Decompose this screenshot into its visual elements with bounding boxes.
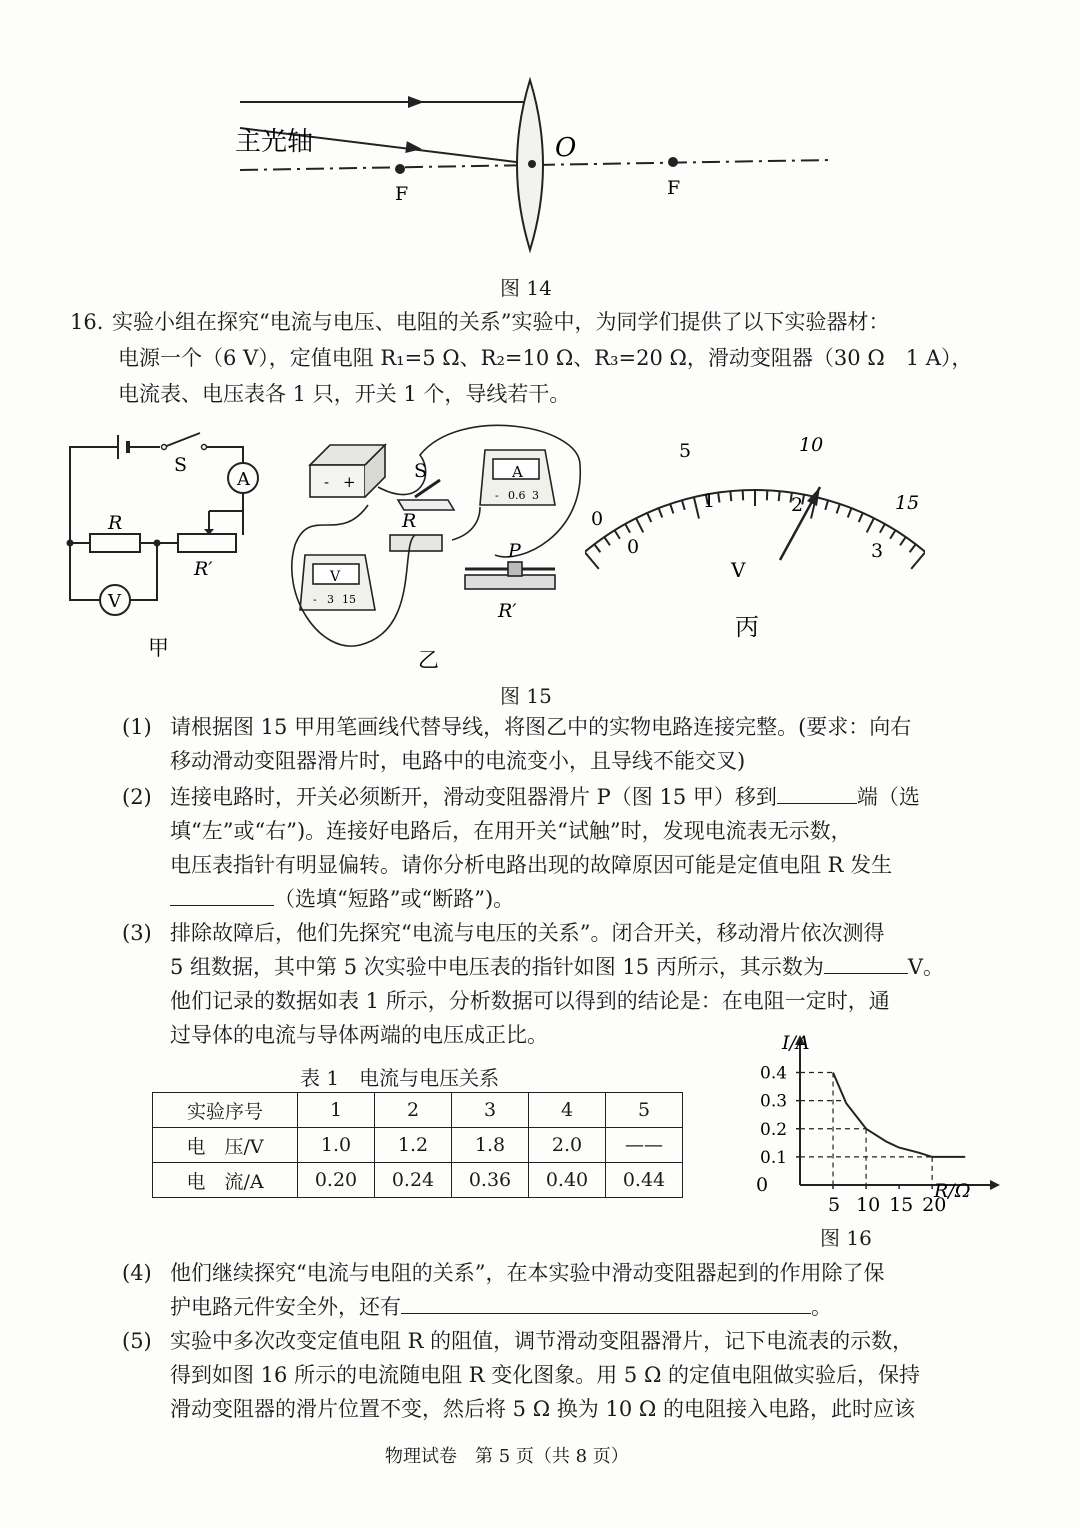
table-cell: 1.8 (452, 1128, 529, 1163)
sub2-line4 (170, 882, 514, 916)
outer-scale-0: 0 (591, 508, 604, 530)
rheostat-body (465, 575, 555, 589)
jia-switch-label: S (174, 454, 188, 476)
yi-slider-label: P (508, 540, 521, 562)
answer-blank-2b[interactable] (170, 883, 274, 906)
answer-blank-3[interactable] (824, 951, 908, 974)
jia-resistor-label: R (108, 512, 123, 534)
jia-voltmeter-label: V (108, 591, 121, 612)
dial-tick (825, 500, 828, 510)
table-cell: 1.0 (298, 1128, 375, 1163)
jia-label: 甲 (148, 636, 169, 660)
dial-tick (604, 537, 610, 545)
sub3-line4: 过导体的电流与导体两端的电压成正比。 (170, 1023, 548, 1047)
y-tick-label: 0.3 (760, 1091, 788, 1112)
q16-intro-line3: 电流表、电压表各 1 只，开关 1 个，导线若干。 (118, 382, 571, 406)
yi-switch-label: S (414, 460, 428, 482)
wire-c (452, 507, 480, 540)
table-cell: 1.2 (375, 1128, 452, 1163)
dial-tick (779, 491, 780, 501)
yi-voltmeter-t1: 3 (327, 593, 334, 606)
sub2-line1 (170, 780, 920, 814)
sub2-line4-text: （选填“短路”或“断路”)。 (274, 887, 515, 911)
dial-tick (659, 508, 663, 517)
dial-unit-label: V (731, 558, 746, 582)
dial-tick (694, 497, 699, 518)
sub4-number: (4) (122, 1261, 152, 1285)
inner-scale-0: 0 (627, 536, 640, 558)
sub2-line1b: 端（选 (856, 785, 920, 809)
outer-scale-15: 15 (895, 492, 920, 514)
table-row (153, 1128, 683, 1163)
sub1-number: (1) (122, 715, 152, 739)
inner-scale-2: 2 (791, 494, 804, 516)
sub3-line2 (170, 950, 944, 984)
figure-15-yi-physical (280, 415, 610, 675)
table-cell: 1 (298, 1093, 375, 1128)
sub3-line2b: V。 (907, 955, 944, 979)
y-axis-label: I/A (782, 1032, 810, 1054)
dial-tick (867, 518, 874, 532)
answer-blank-2a[interactable] (777, 781, 857, 804)
yi-resistor-label: R (402, 510, 417, 532)
yi-voltmeter-t0: - (313, 593, 317, 606)
jia-ammeter-label: A (237, 469, 250, 490)
sub1-line2: 移动滑动变阻器滑片时，电路中的电流变小，且导线不能交叉) (170, 749, 746, 773)
figure-16-caption: 图 16 (820, 1226, 872, 1250)
sub3-number: (3) (122, 921, 152, 945)
outer-scale-5: 5 (679, 440, 692, 462)
rheostat-slider-p (508, 562, 522, 576)
figure-15-caption: 图 15 (500, 684, 552, 708)
answer-blank-4[interactable] (401, 1291, 811, 1314)
figure-15-bing-dial (585, 425, 925, 655)
optical-center-dot (528, 160, 536, 168)
dial-tick (625, 524, 630, 533)
table-cell: 4 (529, 1093, 606, 1128)
table-cell: 5 (606, 1093, 683, 1128)
sub5-line2: 得到如图 16 所示的电流随电阻 R 变化图象。用 5 Ω 的定值电阻做实验后，保持 (170, 1363, 921, 1387)
dial-tick (615, 530, 620, 538)
focal-right-label: F (667, 177, 681, 199)
q16-number: 16. (70, 310, 104, 334)
table-cell: 0.40 (529, 1163, 606, 1198)
table-cell: 电 流/A (153, 1163, 298, 1198)
x-tick-label: 20 (922, 1194, 947, 1215)
table-cell: 电 压/V (153, 1128, 298, 1163)
focal-left-label: F (395, 183, 409, 205)
table1 (152, 1092, 683, 1198)
sub4-line1: 他们继续探究“电流与电阻的关系”，在本实验中滑动变阻器起到的作用除了保 (170, 1261, 885, 1285)
figure-14-lens-diagram (230, 70, 850, 260)
outer-scale-10: 10 (799, 434, 824, 456)
dial-tick (859, 513, 863, 522)
dial-tick (880, 524, 885, 533)
inner-scale-3: 3 (871, 540, 884, 562)
sub4-line2b: 。 (811, 1295, 832, 1319)
principal-axis-label: 主光轴 (235, 127, 314, 157)
junction-right (154, 540, 161, 547)
figure-16-chart (720, 1025, 1000, 1215)
focal-point-left (395, 164, 405, 174)
x-tick-label: 10 (856, 1194, 881, 1215)
dial-tick (890, 530, 895, 538)
dial-tick (718, 493, 719, 503)
table-cell: 0.36 (452, 1163, 529, 1198)
sub4-line2 (170, 1290, 832, 1324)
x-axis-arrow-icon (990, 1180, 1000, 1190)
dial-tick (900, 537, 906, 545)
sub5-line3: 滑动变阻器的滑片位置不变，然后将 5 Ω 换为 10 Ω 的电阻接入电路，此时应该 (170, 1397, 915, 1421)
dial-tick (647, 513, 651, 522)
yi-voltmeter-label: V (330, 569, 341, 585)
y-tick-label: 0.2 (760, 1119, 788, 1140)
sub5-number: (5) (122, 1329, 152, 1353)
y-tick-label: 0.1 (760, 1147, 788, 1168)
yi-ammeter-t2: 3 (532, 489, 539, 502)
series-line (833, 1073, 965, 1157)
table-cell: 2.0 (529, 1128, 606, 1163)
dial-tick (682, 500, 685, 510)
dial-tick (730, 491, 731, 501)
table-cell: 0.24 (375, 1163, 452, 1198)
sub2-number: (2) (122, 785, 152, 809)
bing-label: 丙 (735, 613, 759, 641)
x-tick-label: 5 (828, 1194, 841, 1215)
sub3-line2a: 5 组数据，其中第 5 次实验中电压表的指针如图 15 丙所示，其示数为 (170, 955, 824, 979)
wire-to-ammeter (204, 447, 243, 463)
battery-box (310, 465, 365, 497)
dial-tick (910, 544, 916, 552)
resistor-r-body (390, 535, 442, 551)
dial-tick (670, 504, 673, 513)
sub1-line1: 请根据图 15 甲用笔画线代替导线，将图乙中的实物电路连接完整。(要求：向右 (170, 715, 912, 739)
sub2-line1a: 连接电路时，开关必须断开，滑动变阻器滑片 P（图 15 甲）移到 (170, 785, 777, 809)
dial-tick (911, 552, 925, 569)
dial-tick (594, 544, 600, 552)
table-row (153, 1163, 683, 1198)
table-row-header (153, 1093, 683, 1128)
ray-upper-arrow (408, 96, 424, 108)
table-cell: 0.20 (298, 1163, 375, 1198)
battery-plus: + (343, 473, 356, 491)
q16-intro-line2: 电源一个（6 V），定值电阻 R₁=5 Ω、R₂=10 Ω、R₃=20 Ω，滑动变阻器（30 Ω 1 A）， (118, 346, 973, 370)
optical-center-label: O (555, 133, 577, 163)
yi-voltmeter-t2: 15 (342, 593, 356, 606)
figure-14-caption: 图 14 (500, 276, 552, 300)
yi-ammeter-t1: 0.6 (508, 489, 526, 502)
sub2-line3: 电压表指针有明显偏转。请你分析电路出现的故障原因可能是定值电阻 R 发生 (170, 853, 893, 877)
figure-15-jia-circuit (60, 425, 270, 675)
sub4-line2a: 护电路元件安全外，还有 (170, 1295, 401, 1319)
table-cell: 2 (375, 1093, 452, 1128)
table-cell: —— (606, 1128, 683, 1163)
focal-point-right (668, 157, 678, 167)
switch-blade (164, 433, 200, 447)
rheostat-symbol (178, 534, 236, 552)
sub2-line2: 填“左”或“右”)。连接好电路后，在用开关“试触”时，发现电流表无示数， (170, 819, 852, 843)
switch-base (398, 500, 454, 510)
table1-title: 表 1 电流与电压关系 (300, 1066, 500, 1090)
yi-label: 乙 (418, 648, 439, 672)
dial-tick (837, 504, 840, 513)
dial-tick (848, 508, 852, 517)
sub3-line1: 排除故障后，他们先探究“电流与电压的关系”。闭合开关，移动滑片依次测得 (170, 921, 885, 945)
x-tick-label: 15 (889, 1194, 914, 1215)
table-cell: 实验序号 (153, 1093, 298, 1128)
dial-tick (636, 518, 643, 532)
resistor-r-symbol (90, 534, 140, 552)
table-cell: 0.44 (606, 1163, 683, 1198)
inner-scale-1: 1 (703, 490, 716, 512)
ray-slanted-arrow (405, 141, 422, 155)
jia-rheostat-label: R′ (194, 558, 213, 580)
battery-minus: - (324, 473, 330, 491)
table-cell: 3 (452, 1093, 529, 1128)
origin-label: 0 (756, 1174, 769, 1196)
yi-ammeter-t0: - (495, 489, 499, 502)
dial-tick (585, 552, 599, 569)
y-tick-label: 0.4 (760, 1063, 788, 1084)
sub3-line3: 他们记录的数据如表 1 所示，分析数据可以得到的结论是：在电阻一定时，通 (170, 989, 890, 1013)
yi-rheostat-label: R′ (498, 600, 517, 622)
q16-intro-line1: 实验小组在探究“电流与电压、电阻的关系”实验中，为同学们提供了以下实验器材： (112, 310, 890, 334)
yi-ammeter-label: A (512, 463, 523, 481)
junction-left (67, 540, 74, 547)
page-footer: 物理试卷 第 5 页（共 8 页） (385, 1446, 629, 1467)
x-axis-label: R/Ω (934, 1180, 971, 1202)
sub5-line1: 实验中多次改变定值电阻 R 的阻值，调节滑动变阻器滑片，记下电流表的示数， (170, 1329, 914, 1353)
